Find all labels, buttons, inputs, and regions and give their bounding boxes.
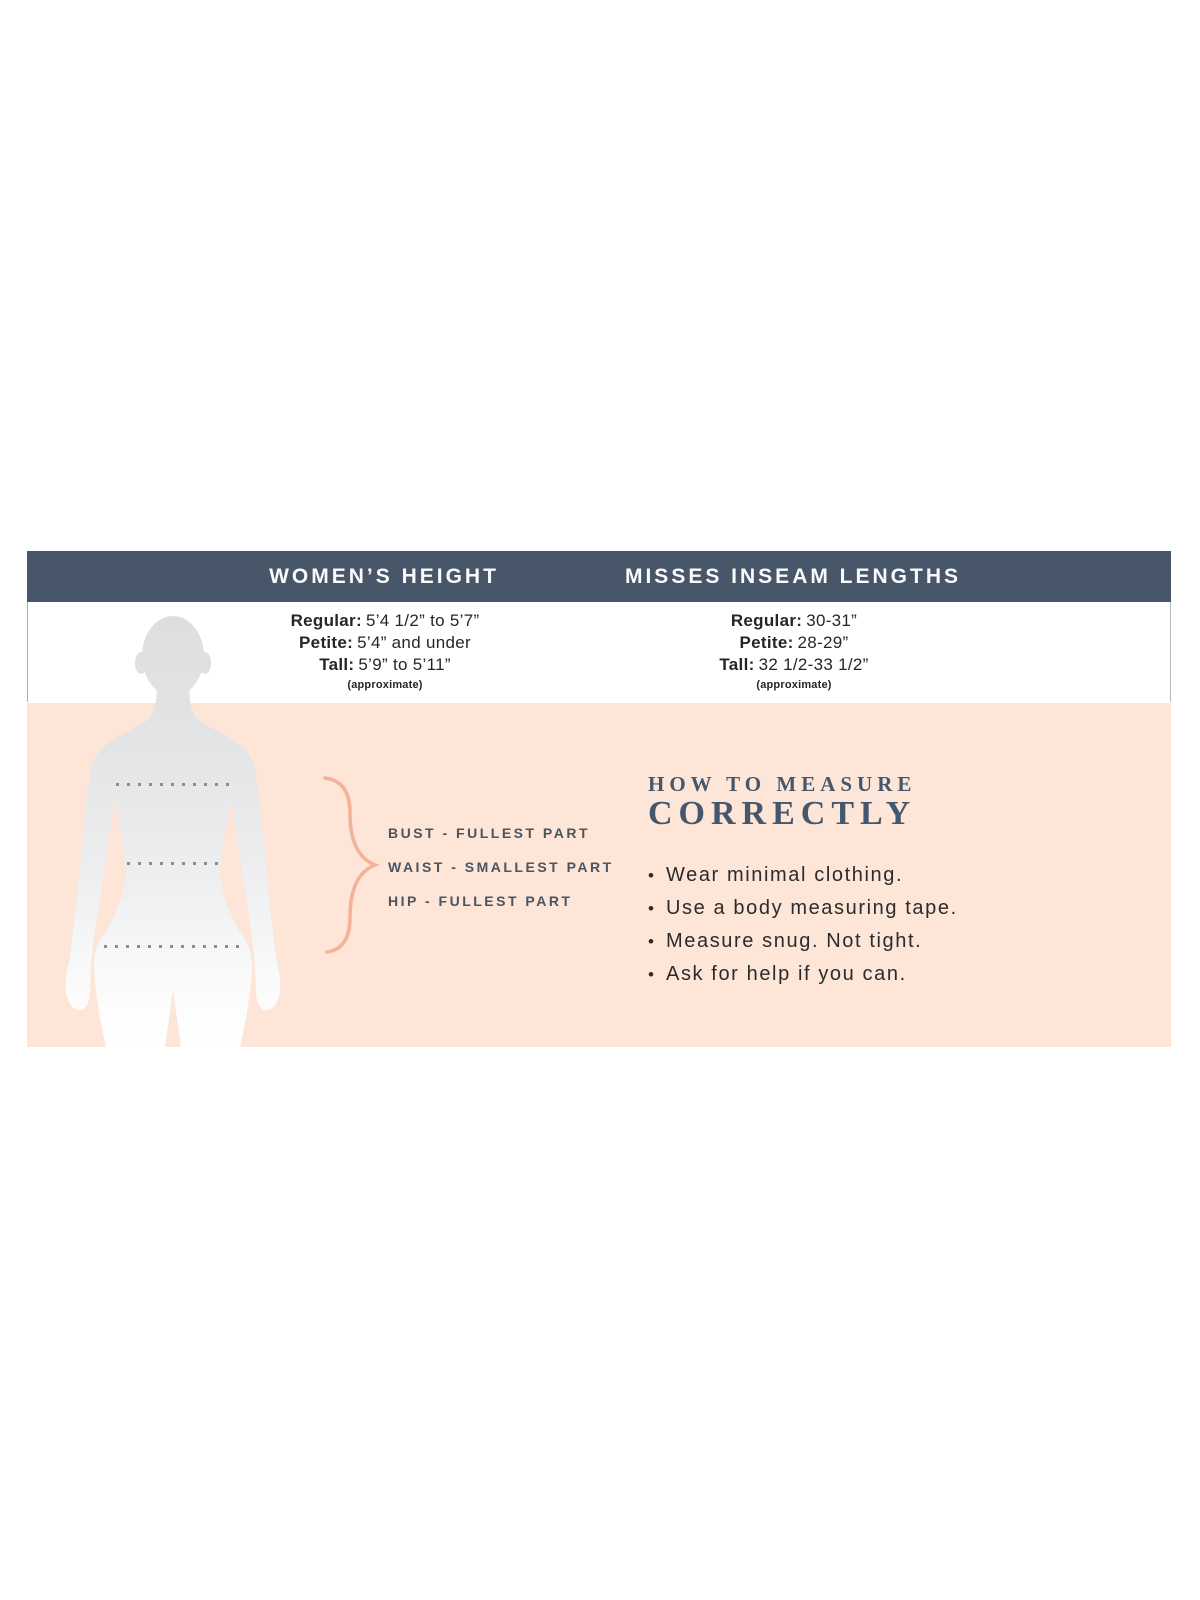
- measurement-brace-icon: [322, 773, 382, 958]
- height-row-value: 5’9” to 5’11”: [358, 655, 451, 674]
- inseam-info-block: [591, 610, 997, 692]
- inseam-row-label: Tall:: [719, 655, 755, 674]
- silhouette-shapes: [66, 616, 281, 1047]
- tip-text: Ask for help if you can.: [666, 963, 907, 985]
- waist-dotted-line: [127, 862, 221, 865]
- tip-item: [648, 925, 958, 958]
- height-row-label: Tall:: [319, 655, 355, 674]
- inseam-approximate-note: (approximate): [756, 679, 832, 691]
- inseam-row: [591, 632, 997, 654]
- header-banner: [27, 551, 1171, 602]
- measure-point-labels: [388, 816, 614, 918]
- tip-text: Wear minimal clothing.: [666, 864, 904, 886]
- bullet-icon: •: [648, 932, 656, 951]
- tip-item: [648, 958, 958, 991]
- tip-item: [648, 892, 958, 925]
- measuring-tips-list: [648, 859, 958, 991]
- inseam-row: [591, 610, 997, 632]
- misses-inseam-header: MISSES INSEAM LENGTHS: [624, 565, 962, 588]
- bullet-icon: •: [648, 965, 656, 984]
- inseam-row-value: 28-29”: [797, 633, 849, 652]
- bust-dotted-line: [116, 783, 231, 786]
- bullet-icon: •: [648, 866, 656, 885]
- tip-item: [648, 859, 958, 892]
- hip-label: HIP - FULLEST PART: [388, 893, 573, 909]
- height-row-label: Petite:: [299, 633, 354, 652]
- tip-text: Measure snug. Not tight.: [666, 930, 923, 952]
- height-approximate-note: (approximate): [347, 679, 423, 691]
- inseam-row-value: 32 1/2-33 1/2”: [758, 655, 869, 674]
- inseam-row-label: Petite:: [739, 633, 794, 652]
- tip-text: Use a body measuring tape.: [666, 897, 958, 919]
- bullet-icon: •: [648, 899, 656, 918]
- hip-dotted-line: [104, 945, 246, 948]
- correctly-title: CORRECTLY: [648, 795, 917, 832]
- womens-height-header: WOMEN’S HEIGHT: [269, 565, 499, 588]
- size-guide-infographic: [27, 551, 1171, 1047]
- height-row-value: 5’4 1/2” to 5’7”: [365, 611, 480, 630]
- bust-label: BUST - FULLEST PART: [388, 825, 591, 841]
- waist-label: WAIST - SMALLEST PART: [388, 859, 614, 875]
- inseam-row-label: Regular:: [730, 611, 803, 630]
- how-to-measure-title: HOW TO MEASURE: [648, 772, 917, 796]
- inseam-row: [591, 654, 997, 676]
- height-row-value: 5’4” and under: [357, 633, 471, 652]
- height-row-label: Regular:: [290, 611, 362, 630]
- inseam-row-value: 30-31”: [806, 611, 858, 630]
- female-body-silhouette-image: [27, 611, 327, 1047]
